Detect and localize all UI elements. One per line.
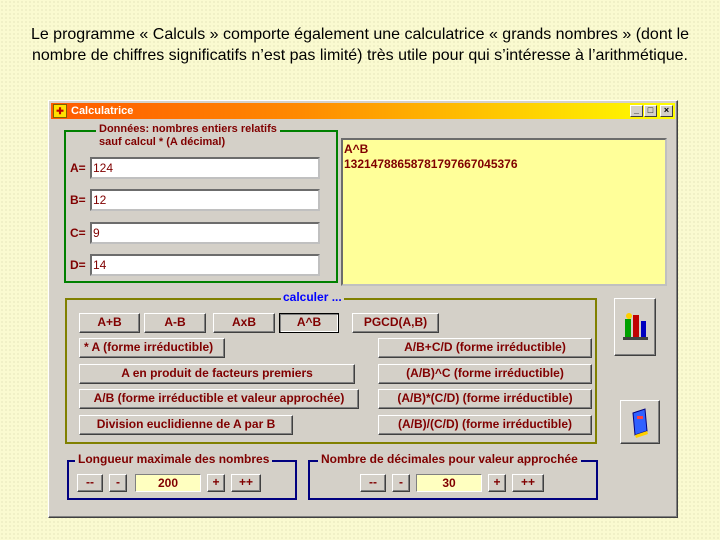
a-power-b-button[interactable]: A^B [279, 313, 339, 333]
a-minus-b-button[interactable]: A-B [144, 313, 206, 333]
decimals-group [308, 452, 598, 500]
euclidean-division-button[interactable]: Division euclidienne de A par B [79, 415, 293, 435]
window-title: Calculatrice [71, 105, 134, 117]
field-b-label: B= [70, 193, 86, 207]
slide-caption: Le programme « Calculs » comporte également une calculatrice « grands nombres » (dont le nombre de chiffres significatifs n’est pas limité) très utile pour qui s’intéresse à l’arithmétique. [30, 26, 690, 64]
tools-icon [615, 299, 655, 355]
ab-div-cd-button[interactable]: (A/B)/(C/D) (forme irréductible) [378, 415, 592, 435]
ab-times-cd-button[interactable]: (A/B)*(C/D) (forme irréductible) [378, 389, 592, 409]
decimals-increase-button[interactable]: + [488, 474, 506, 492]
book-icon [621, 401, 659, 443]
book-icon-button[interactable] [620, 400, 660, 444]
max-length-increase-big-button[interactable]: ++ [231, 474, 261, 492]
field-a-label: A= [70, 161, 86, 175]
app-icon: ✚ [53, 104, 67, 118]
max-length-legend: Longueur maximale des nombres [75, 453, 272, 466]
ab-plus-cd-button[interactable]: A/B+C/D (forme irréductible) [378, 338, 592, 358]
data-group [64, 123, 338, 283]
max-length-group [67, 452, 297, 500]
a-plus-b-button[interactable]: A+B [79, 313, 140, 333]
decimals-decrease-big-button[interactable]: -- [360, 474, 386, 492]
decimals-decrease-button[interactable]: - [392, 474, 410, 492]
max-length-increase-button[interactable]: + [207, 474, 225, 492]
a-div-b-button[interactable]: A/B (forme irréductible et valeur approchée) [79, 389, 359, 409]
close-button[interactable]: × [660, 105, 673, 117]
decimals-legend: Nombre de décimales pour valeur approchée [318, 453, 581, 466]
title-bar [51, 103, 675, 119]
calculator-window [48, 100, 678, 518]
result-operation: A^B [344, 142, 369, 156]
field-b-input[interactable] [90, 189, 320, 211]
result-value: 13214788658781797667045376 [344, 157, 518, 171]
decimals-increase-big-button[interactable]: ++ [512, 474, 544, 492]
calculate-group-legend: calculer ... [283, 290, 342, 304]
data-group-legend-2: sauf calcul * (A décimal) [96, 136, 228, 149]
ab-power-c-button[interactable]: (A/B)^C (forme irréductible) [378, 364, 592, 384]
a-prime-factors-button[interactable]: A en produit de facteurs premiers [79, 364, 355, 384]
field-a-input[interactable] [90, 157, 320, 179]
minimize-button[interactable]: _ [630, 105, 643, 117]
max-length-decrease-big-button[interactable]: -- [77, 474, 103, 492]
decimals-value: 30 [416, 474, 482, 492]
tools-icon-button[interactable] [614, 298, 656, 356]
data-group-legend-1: Données: nombres entiers relatifs [96, 123, 280, 136]
calculate-group [65, 290, 597, 444]
gcd-button[interactable]: PGCD(A,B) [352, 313, 439, 333]
field-c-input[interactable] [90, 222, 320, 244]
a-irreducible-button[interactable]: * A (forme irréductible) [79, 338, 225, 358]
field-c-label: C= [70, 226, 86, 240]
max-length-value: 200 [135, 474, 201, 492]
result-display[interactable] [341, 138, 667, 286]
a-times-b-button[interactable]: AxB [213, 313, 275, 333]
field-d-input[interactable] [90, 254, 320, 276]
max-length-decrease-button[interactable]: - [109, 474, 127, 492]
field-d-label: D= [70, 258, 86, 272]
maximize-button[interactable]: □ [644, 105, 657, 117]
